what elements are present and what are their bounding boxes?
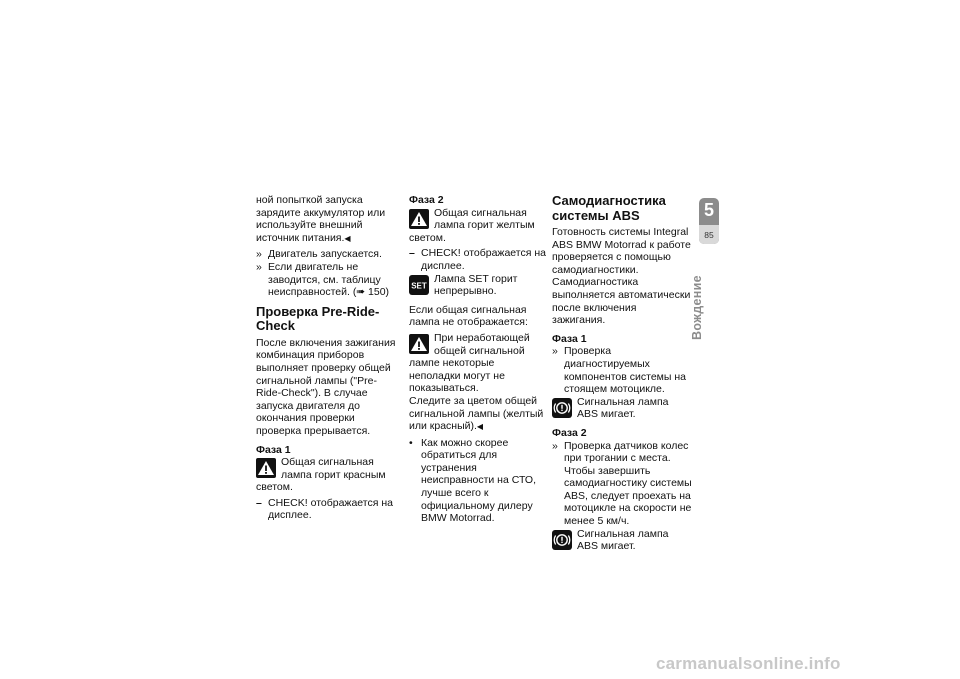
watermark: carmanualsonline.info [656, 654, 841, 673]
phase-title: Фаза 1 [552, 332, 587, 345]
phase-title: Фаза 2 [409, 194, 444, 206]
list-item: » Двигатель запускается. [256, 248, 382, 261]
abs-lamp-icon [552, 398, 572, 418]
paragraph: Готовность системы Integral ABS BMW Motorrad к работе проверяется с помощью самодиагностики. Самодиагностика выполняется автоматически после включения зажигания. [552, 226, 691, 327]
end-marker-icon: ◀ [344, 233, 351, 243]
paragraph: После включения зажигания комбинация приборов выполняет проверку общей сигнальной лампы ("Pre-Ride-Check"). В случае запуска двигателя до окончания проверки проверка прерывается. [256, 336, 396, 437]
section-title-vertical: Вождение [690, 275, 704, 340]
step-marker: » [256, 260, 262, 273]
page-number: 85 [699, 225, 719, 244]
dash-marker: – [409, 247, 415, 260]
phase-title: Фаза 2 [552, 426, 587, 439]
paragraph: Если общая сигнальная лампа не отображается: [409, 303, 528, 329]
phase-title: Фаза 1 [256, 443, 291, 456]
column-3 [552, 194, 692, 553]
set-lamp-label: SET [411, 281, 427, 291]
set-lamp-icon [409, 275, 429, 295]
step-marker: » [256, 248, 262, 261]
step-marker: » [552, 439, 558, 452]
warning-triangle-icon [409, 209, 429, 229]
lamp-note: Общая сигнальная лампа горит желтым светом. [409, 206, 535, 244]
warning-triangle-icon [409, 334, 429, 354]
section-heading: Самодиагностика системы ABS [552, 193, 666, 223]
column-2 [409, 194, 547, 525]
paragraph: ной попыткой запуска зарядите аккумулятор или используйте внешний источник питания.◀ [256, 194, 386, 244]
dash-marker: – [256, 496, 262, 509]
chapter-number: 5 [703, 200, 714, 220]
column-1 [256, 194, 396, 522]
lamp-note: Общая сигнальная лампа горит красным светом. [256, 456, 386, 494]
warning-triangle-icon [256, 458, 276, 478]
section-heading: Проверка Pre-Ride-Check [256, 303, 380, 334]
lamp-note: Сигнальная лампа ABS мигает. [552, 396, 692, 421]
paragraph: Следите за цветом общей сигнальной лампы (желтый или красный).◀ [409, 394, 544, 433]
end-marker-icon: ◀ [476, 422, 484, 432]
abs-lamp-icon [552, 530, 572, 550]
list-item: • Как можно скорее обратиться для устранения неисправности на СТО, лучше всего к официальному дилеру BMW Motorrad. [409, 436, 536, 525]
list-item: » Если двигатель не заводится, см. таблицу неисправностей. (➠ 150) [256, 260, 390, 299]
bullet-marker: • [409, 436, 413, 449]
list-item: » Проверка диагностируемых компонентов системы на стоящем мотоцикле. [552, 345, 686, 396]
list-item: » Проверка датчиков колес при трогании с места. Чтобы завершить самодиагностику системы ABS, следует проехать на мотоцикле на скорости не менее 5 км/ч. [552, 439, 692, 528]
list-item: – CHECK! отображается на дисплее. [256, 496, 393, 522]
chapter-tab [699, 198, 719, 244]
lamp-note: SET Лампа SET горит непрерывно. [409, 273, 547, 298]
warning-note: При неработающей общей сигнальной лампе некоторые неполадки могут не показываться. [409, 331, 530, 395]
list-item: – CHECK! отображается на дисплее. [409, 247, 546, 272]
step-marker: » [552, 345, 558, 358]
lamp-note: Сигнальная лампа ABS мигает. [552, 528, 692, 553]
